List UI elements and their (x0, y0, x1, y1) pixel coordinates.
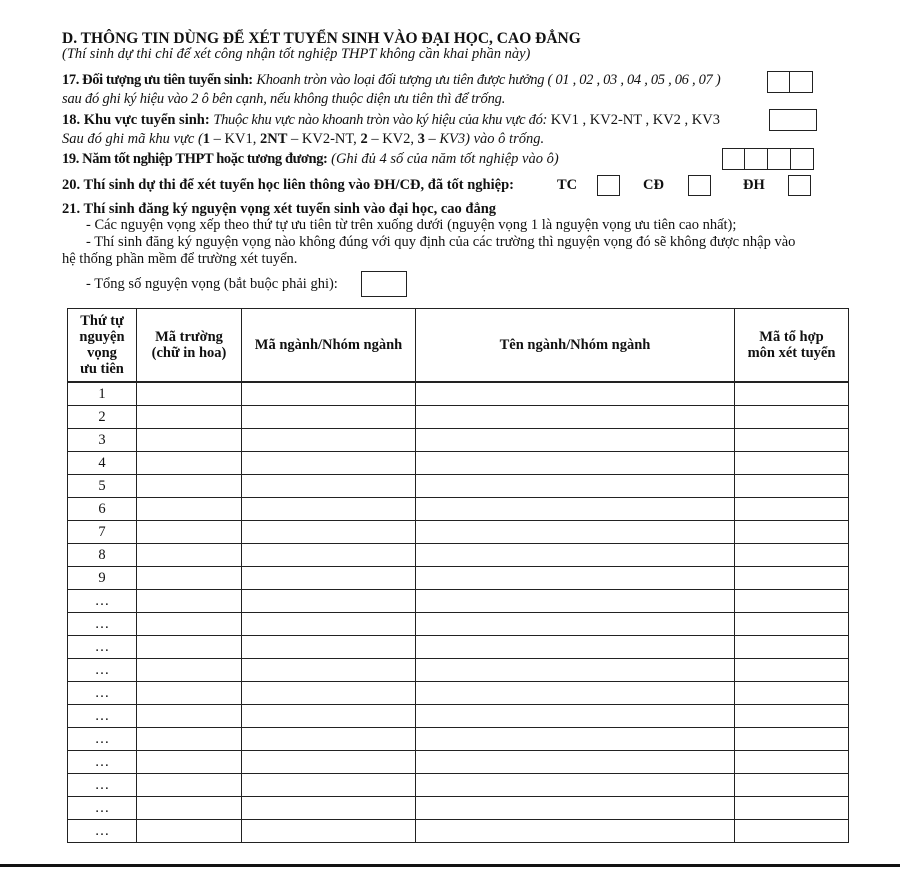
q18-line2-part: – KV3) vào ô trống. (424, 131, 545, 147)
header-major-name (416, 309, 735, 383)
table-row (68, 682, 849, 705)
header-order (68, 309, 137, 383)
school-code-cell[interactable] (137, 774, 242, 797)
q17-line2: sau đó ghi ký hiệu vào 2 ô bên cạnh, nếu không thuộc diện ưu tiên thì để trống. (62, 91, 506, 107)
section-subtitle: (Thí sinh dự thi chỉ để xét công nhận tốt nghiệp THPT không cần khai phần này) (62, 46, 531, 62)
row-order-cell: … (68, 797, 137, 820)
major-code-cell[interactable] (242, 659, 416, 682)
combo-code-cell[interactable] (735, 452, 849, 475)
q21-note-2-cont: hệ thống phần mềm để trường xét tuyển. (62, 251, 298, 267)
school-code-cell[interactable] (137, 636, 242, 659)
major-name-cell[interactable] (416, 705, 735, 728)
header-order-line: nguyện (79, 329, 125, 345)
q17-text: Khoanh tròn vào loại đối tượng ưu tiên được hưởng ( 01 , 02 , 03 , 04 , 05 , 06 , 07 ) (256, 72, 721, 88)
major-name-cell[interactable] (416, 797, 735, 820)
major-name-cell[interactable] (416, 452, 735, 475)
q21-label: 21. Thí sinh đăng ký nguyện vọng xét tuyển sinh vào đại học, cao đẳng (62, 201, 497, 217)
header-combo-line: môn xét tuyển (747, 345, 836, 361)
school-code-cell[interactable] (137, 382, 242, 406)
major-code-cell[interactable] (242, 705, 416, 728)
table-row (68, 636, 849, 659)
q18-code-kv1: 1 (202, 131, 211, 147)
major-name-cell[interactable] (416, 521, 735, 544)
q18-line1 (62, 112, 720, 129)
major-code-cell[interactable] (242, 751, 416, 774)
major-code-cell[interactable] (242, 567, 416, 590)
major-name-cell[interactable] (416, 613, 735, 636)
major-name-cell[interactable] (416, 659, 735, 682)
q20-option-cd: CĐ (643, 177, 664, 193)
header-major-code-line: Mã ngành/Nhóm ngành (254, 337, 403, 353)
combo-code-cell[interactable] (735, 751, 849, 774)
major-name-cell[interactable] (416, 498, 735, 521)
combo-code-cell[interactable] (735, 544, 849, 567)
major-name-cell[interactable] (416, 382, 735, 406)
combo-code-cell[interactable] (735, 636, 849, 659)
q18-line2-part: Sau đó ghi mã khu vực ( (62, 131, 203, 147)
school-code-cell[interactable] (137, 567, 242, 590)
major-code-cell[interactable] (242, 382, 416, 406)
table-row (68, 613, 849, 636)
major-code-cell[interactable] (242, 613, 416, 636)
q19-line (62, 151, 559, 168)
combo-code-cell[interactable] (735, 475, 849, 498)
row-order-cell: … (68, 613, 137, 636)
combo-code-cell[interactable] (735, 382, 849, 406)
q19-year-box-3[interactable] (768, 148, 791, 170)
major-name-cell[interactable] (416, 544, 735, 567)
header-school-line: (chữ in hoa) (151, 345, 227, 361)
major-code-cell[interactable] (242, 429, 416, 452)
row-order-cell: … (68, 774, 137, 797)
table-row (68, 498, 849, 521)
q21-note-2: - Thí sinh đăng ký nguyện vọng nào không đúng với quy định của các trường thì nguyện vọng đó sẽ không được nhập vào (86, 234, 796, 250)
school-code-cell[interactable] (137, 544, 242, 567)
table-header-row (68, 309, 849, 383)
q19-year-box-2[interactable] (745, 148, 768, 170)
q18-line2-part: – KV1, (210, 131, 260, 147)
combo-code-cell[interactable] (735, 429, 849, 452)
major-code-cell[interactable] (242, 498, 416, 521)
major-code-cell[interactable] (242, 797, 416, 820)
major-code-cell[interactable] (242, 682, 416, 705)
table-row (68, 567, 849, 590)
table-row (68, 382, 849, 406)
q18-area-box[interactable] (769, 109, 817, 131)
section-title: D. THÔNG TIN DÙNG ĐỂ XÉT TUYỂN SINH VÀO ĐẠI HỌC, CAO ĐẲNG (62, 30, 581, 47)
row-order-cell: … (68, 659, 137, 682)
school-code-cell[interactable] (137, 682, 242, 705)
major-code-cell[interactable] (242, 521, 416, 544)
major-code-cell[interactable] (242, 728, 416, 751)
row-order-cell: … (68, 728, 137, 751)
row-order-cell: 1 (68, 382, 137, 406)
table-row (68, 521, 849, 544)
combo-code-cell[interactable] (735, 820, 849, 843)
q20-option-dh: ĐH (743, 177, 765, 193)
major-code-cell[interactable] (242, 406, 416, 429)
table-row (68, 590, 849, 613)
table-row (68, 751, 849, 774)
major-code-cell[interactable] (242, 475, 416, 498)
q19-year-box-1[interactable] (722, 148, 745, 170)
combo-code-cell[interactable] (735, 659, 849, 682)
table-row (68, 406, 849, 429)
row-order-cell: 4 (68, 452, 137, 475)
q20-dh-checkbox[interactable] (788, 175, 811, 196)
school-code-cell[interactable] (137, 797, 242, 820)
school-code-cell[interactable] (137, 613, 242, 636)
q20-tc-checkbox[interactable] (597, 175, 620, 196)
q17-box-1[interactable] (767, 71, 790, 93)
row-order-cell: … (68, 751, 137, 774)
school-code-cell[interactable] (137, 498, 242, 521)
header-combo-code (735, 309, 849, 383)
q18-text: Thuộc khu vực nào khoanh tròn vào ký hiệu của khu vực đó: (213, 112, 548, 128)
q20-option-tc: TC (557, 177, 578, 193)
q17-box-2[interactable] (790, 71, 813, 93)
row-order-cell: … (68, 820, 137, 843)
q21-note-1: - Các nguyện vọng xếp theo thứ tự ưu tiên từ trên xuống dưới (nguyện vọng 1 là nguyện vọng ưu tiên cao nhất); (86, 217, 737, 233)
q18-code-kv2: 2 (360, 131, 368, 147)
major-name-cell[interactable] (416, 475, 735, 498)
q20-cd-checkbox[interactable] (688, 175, 711, 196)
header-combo-line: Mã tổ hợp (759, 329, 824, 345)
q18-line2-part: – KV2-NT, (287, 131, 361, 147)
row-order-cell: … (68, 705, 137, 728)
major-name-cell[interactable] (416, 751, 735, 774)
bottom-rule (0, 864, 900, 867)
combo-code-cell[interactable] (735, 774, 849, 797)
row-order-cell: … (68, 590, 137, 613)
table-row (68, 659, 849, 682)
table-row (68, 452, 849, 475)
header-school-code (137, 309, 242, 383)
q17-label: 17. Đối tượng ưu tiên tuyển sinh: (62, 72, 253, 88)
major-name-cell[interactable] (416, 567, 735, 590)
school-code-cell[interactable] (137, 521, 242, 544)
row-order-cell: 2 (68, 406, 137, 429)
combo-code-cell[interactable] (735, 590, 849, 613)
row-order-cell: 7 (68, 521, 137, 544)
school-code-cell[interactable] (137, 820, 242, 843)
q18-line2 (62, 131, 544, 148)
q19-label: 19. Năm tốt nghiệp THPT hoặc tương đương: (62, 151, 328, 167)
table-row (68, 774, 849, 797)
major-name-cell[interactable] (416, 406, 735, 429)
row-order-cell: 9 (68, 567, 137, 590)
combo-code-cell[interactable] (735, 521, 849, 544)
table-row (68, 705, 849, 728)
q18-code-kv3: 3 (417, 131, 425, 147)
school-code-cell[interactable] (137, 705, 242, 728)
major-name-cell[interactable] (416, 429, 735, 452)
major-name-cell[interactable] (416, 820, 735, 843)
school-code-cell[interactable] (137, 429, 242, 452)
table-row (68, 544, 849, 567)
header-major-name-line: Tên ngành/Nhóm ngành (499, 337, 651, 353)
q17-line1 (62, 72, 720, 89)
header-major-code (242, 309, 416, 383)
combo-code-cell[interactable] (735, 728, 849, 751)
major-code-cell[interactable] (242, 544, 416, 567)
q17-priority-boxes (767, 71, 813, 93)
school-code-cell[interactable] (137, 659, 242, 682)
table-row (68, 728, 849, 751)
major-code-cell[interactable] (242, 636, 416, 659)
major-code-cell[interactable] (242, 452, 416, 475)
q18-line2-part: – KV2, (367, 131, 418, 147)
header-order-line: ưu tiên (80, 361, 124, 377)
major-name-cell[interactable] (416, 774, 735, 797)
q21-total-label: - Tổng số nguyện vọng (bắt buộc phải ghi): (86, 276, 338, 292)
major-code-cell[interactable] (242, 774, 416, 797)
major-name-cell[interactable] (416, 590, 735, 613)
combo-code-cell[interactable] (735, 705, 849, 728)
combo-code-cell[interactable] (735, 406, 849, 429)
school-code-cell[interactable] (137, 406, 242, 429)
header-order-line: Thứ tự (80, 313, 124, 329)
combo-code-cell[interactable] (735, 498, 849, 521)
row-order-cell: 3 (68, 429, 137, 452)
header-school-line: Mã trường (155, 329, 223, 345)
row-order-cell: 8 (68, 544, 137, 567)
q19-year-box-4[interactable] (791, 148, 814, 170)
major-name-cell[interactable] (416, 636, 735, 659)
row-order-cell: 6 (68, 498, 137, 521)
major-code-cell[interactable] (242, 820, 416, 843)
q19-text: (Ghi đủ 4 số của năm tốt nghiệp vào ô) (331, 151, 559, 167)
row-order-cell: … (68, 636, 137, 659)
combo-code-cell[interactable] (735, 682, 849, 705)
school-code-cell[interactable] (137, 751, 242, 774)
q18-codes: KV1 , KV2-NT , KV2 , KV3 (550, 112, 720, 128)
q20-label: 20. Thí sinh dự thi để xét tuyển học liên thông vào ĐH/CĐ, đã tốt nghiệp: (62, 177, 514, 193)
header-order-line: vọng (87, 345, 117, 361)
combo-code-cell[interactable] (735, 797, 849, 820)
q21-total-box[interactable] (361, 271, 407, 297)
table-body (68, 382, 849, 843)
school-code-cell[interactable] (137, 590, 242, 613)
row-order-cell: 5 (68, 475, 137, 498)
table-row (68, 475, 849, 498)
major-name-cell[interactable] (416, 728, 735, 751)
combo-code-cell[interactable] (735, 613, 849, 636)
q19-year-boxes (722, 148, 814, 170)
table-row (68, 429, 849, 452)
combo-code-cell[interactable] (735, 567, 849, 590)
school-code-cell[interactable] (137, 452, 242, 475)
row-order-cell: … (68, 682, 137, 705)
table-row (68, 820, 849, 843)
major-name-cell[interactable] (416, 682, 735, 705)
q18-code-kv2nt: 2NT (260, 131, 288, 147)
major-code-cell[interactable] (242, 590, 416, 613)
preference-table (67, 308, 849, 843)
q18-label: 18. Khu vực tuyển sinh: (62, 112, 210, 128)
table-row (68, 797, 849, 820)
school-code-cell[interactable] (137, 475, 242, 498)
school-code-cell[interactable] (137, 728, 242, 751)
